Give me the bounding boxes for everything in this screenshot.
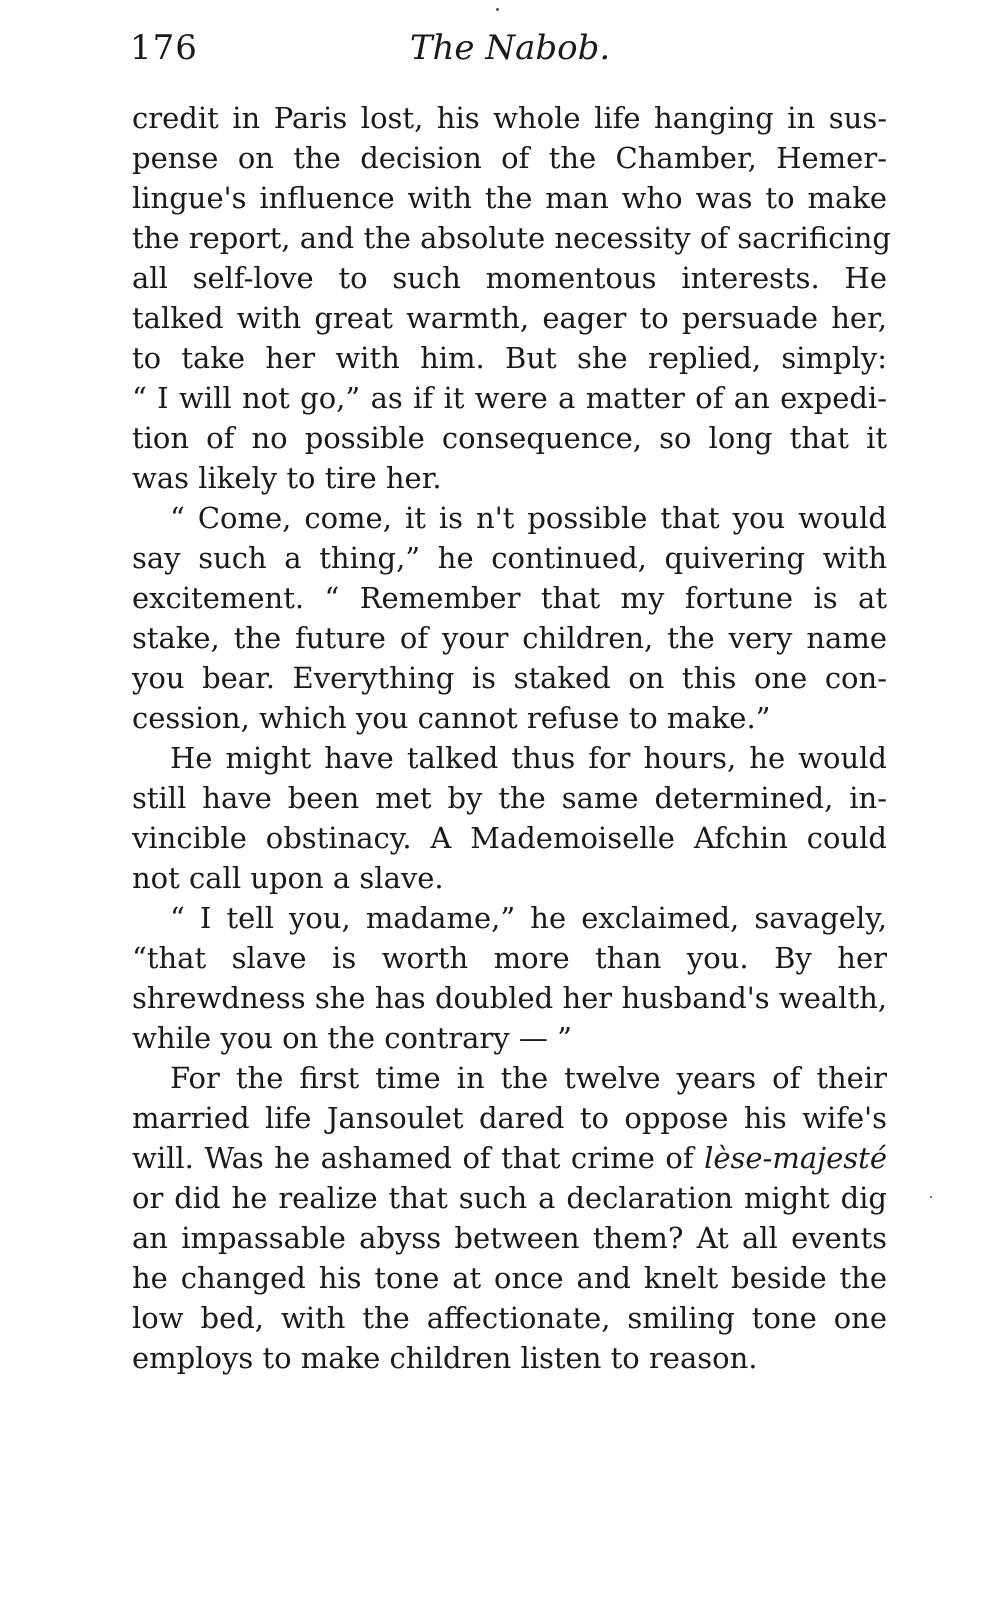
- text-line: you bear. Everything is staked on this one con-: [132, 661, 887, 695]
- text-line: low bed, with the affectionate, smiling tone one: [132, 1301, 887, 1335]
- text-line-with-italic: [132, 1138, 887, 1178]
- text-line: say such a thing,” he continued, quivering with: [132, 541, 887, 575]
- text-line: stake, the future of your children, the very name: [132, 621, 887, 655]
- body-text: [132, 98, 891, 1378]
- text-line: he changed his tone at once and knelt beside the: [132, 1261, 887, 1295]
- text-line: “ I tell you, madame,” he exclaimed, savagely,: [170, 901, 887, 935]
- text-line: credit in Paris lost, his whole life hanging in sus-: [132, 101, 887, 135]
- text-line: shrewdness she has doubled her husband's wealth,: [132, 981, 887, 1015]
- print-speck: [496, 8, 499, 11]
- text-line: married life Jansoulet dared to oppose his wife's: [132, 1101, 887, 1135]
- text-line: still have been met by the same determined, in-: [132, 781, 887, 815]
- text-line: the report, and the absolute necessity of sacrificing: [132, 221, 891, 255]
- page-number: 176: [130, 28, 198, 68]
- text-line: not call upon a slave.: [132, 861, 444, 895]
- text-line: talked with great warmth, eager to persuade her,: [132, 301, 887, 335]
- text-line: He might have talked thus for hours, he would: [170, 741, 887, 775]
- text-line: lingue's influence with the man who was to make: [132, 181, 887, 215]
- running-title: The Nabob.: [409, 28, 611, 68]
- text-line: “that slave is worth more than you. By her: [132, 941, 887, 975]
- text-line: employs to make children listen to reason.: [132, 1341, 758, 1375]
- text-fragment: will. Was he ashamed of that crime of: [132, 1141, 694, 1175]
- text-line: or did he realize that such a declaration might dig: [132, 1181, 887, 1215]
- text-line: tion of no possible consequence, so long that it: [132, 421, 887, 455]
- text-line: was likely to tire her.: [132, 461, 442, 495]
- text-line: cession, which you cannot refuse to make.”: [132, 701, 771, 735]
- print-speck: [930, 1196, 932, 1198]
- text-line: while you on the contrary — ”: [132, 1021, 572, 1055]
- text-line: excitement. “ Remember that my fortune is at: [132, 581, 887, 615]
- text-line: pense on the decision of the Chamber, Hemer-: [132, 141, 887, 175]
- text-line: all self-love to such momentous interests. He: [132, 261, 887, 295]
- page-header: [130, 20, 890, 76]
- text-line: an impassable abyss between them? At all events: [132, 1221, 887, 1255]
- text-line: to take her with him. But she replied, simply:: [132, 341, 887, 375]
- italic-phrase: lèse-majesté: [704, 1141, 887, 1175]
- text-line: “ I will not go,” as if it were a matter of an expedi-: [132, 381, 887, 415]
- text-line: vincible obstinacy. A Mademoiselle Afchin could: [132, 821, 887, 855]
- text-line: “ Come, come, it is n't possible that you would: [170, 501, 887, 535]
- text-line: For the first time in the twelve years of their: [170, 1061, 887, 1095]
